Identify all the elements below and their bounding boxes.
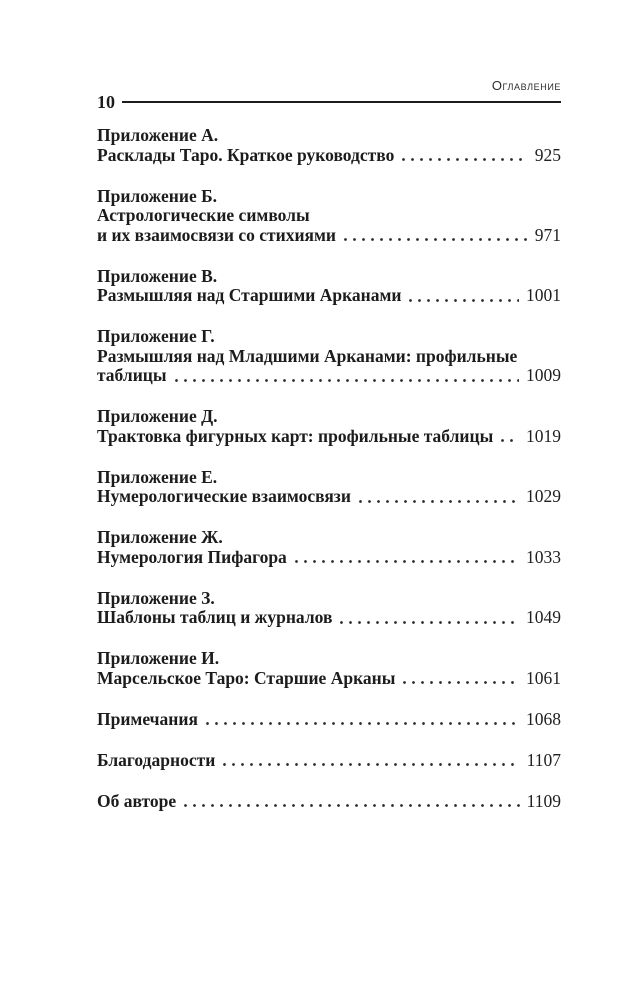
toc-entry-page-number: 1068	[526, 708, 561, 729]
toc-entry-heading: Приложение Е.	[97, 466, 218, 487]
dot-leader	[344, 238, 528, 241]
toc-entry-title-line	[97, 366, 561, 386]
toc-entry-page-number: 1107	[526, 749, 561, 770]
dot-leader	[340, 621, 519, 624]
toc-entry-title-line: Астрологические символы	[97, 205, 310, 225]
toc-entry-title-line	[97, 286, 561, 306]
toc-entry-heading: Приложение В.	[97, 265, 218, 286]
toc-entry	[97, 126, 561, 165]
toc-entry-page-number: 1033	[526, 546, 561, 567]
toc-entry	[97, 751, 561, 771]
toc-entry-heading: Приложение Б.	[97, 185, 218, 206]
toc-entry	[97, 710, 561, 730]
toc-entry-title: Марсельское Таро: Старшие Арканы	[97, 667, 396, 688]
toc-entry-title-line	[97, 226, 561, 246]
toc-entry-title-line	[97, 548, 561, 568]
toc-entries	[97, 126, 561, 811]
dot-leader	[223, 763, 519, 766]
toc-entry	[97, 187, 561, 246]
toc-entry	[97, 589, 561, 628]
dot-leader	[501, 439, 519, 442]
toc-entry	[97, 528, 561, 567]
toc-entry-page-number: 1019	[526, 425, 561, 446]
toc-entry-title-line	[97, 669, 561, 689]
header-rule	[122, 101, 561, 103]
toc-entry-title: Размышляя над Старшими Арканами	[97, 285, 402, 305]
toc-entry-title: Благодарности	[97, 749, 216, 770]
dot-leader	[184, 804, 520, 807]
toc-entry-page-number: 971	[534, 224, 561, 245]
toc-entry-title-line	[97, 146, 561, 166]
toc-entry-heading: Приложение А.	[97, 125, 219, 145]
toc-entry-heading: Приложение И.	[97, 648, 220, 668]
dot-leader	[403, 681, 519, 684]
page-number: 10	[97, 92, 115, 112]
toc-entry	[97, 327, 561, 386]
toc-entry-title: Шаблоны таблиц и журналов	[97, 607, 333, 627]
toc-entry-page-number: 925	[534, 144, 561, 165]
toc-entry-title: Расклады Таро. Краткое руководство	[97, 144, 395, 165]
dot-leader	[359, 500, 519, 503]
toc-entry-title-line	[97, 710, 561, 730]
toc-entry	[97, 649, 561, 688]
dot-leader	[206, 722, 519, 725]
toc-entry-title-line: Размышляя над Младшими Арканами: профильные	[97, 345, 518, 366]
toc-entry-title: Об авторе	[97, 790, 177, 811]
folio-row	[97, 93, 561, 111]
toc-entry-title: Трактовка фигурных карт: профильные таблицы	[97, 425, 494, 446]
running-head: Оглавление	[491, 78, 561, 93]
toc-entry-title: Примечания	[97, 708, 198, 729]
toc-entry-page-number: 1029	[526, 486, 561, 506]
toc-entry-page-number: 1061	[526, 667, 561, 688]
toc-entry-page-number: 1009	[526, 365, 561, 385]
toc-entry	[97, 792, 561, 812]
toc-entry-title: таблицы	[97, 365, 167, 385]
toc-entry-title-line	[97, 608, 561, 628]
dot-leader	[175, 379, 519, 382]
toc-entry-title-line	[97, 792, 561, 812]
toc-entry	[97, 468, 561, 507]
toc-entry	[97, 267, 561, 306]
toc-entry-page-number: 1109	[526, 790, 561, 811]
toc-entry-heading: Приложение Г.	[97, 326, 215, 346]
toc-entry-title-line	[97, 751, 561, 771]
toc-entry-title: и их взаимосвязи со стихиями	[97, 224, 337, 245]
dot-leader	[295, 560, 519, 563]
toc-entry-heading: Приложение Д.	[97, 406, 218, 426]
toc-entry-heading: Приложение Ж.	[97, 527, 223, 547]
toc-entry-page-number: 1049	[526, 607, 561, 627]
toc-entry-title: Нумерология Пифагора	[97, 546, 287, 567]
toc-entry-title: Нумерологические взаимосвязи	[97, 486, 351, 506]
toc-entry-title-line	[97, 487, 561, 507]
dot-leader	[409, 299, 519, 302]
dot-leader	[402, 158, 527, 161]
page-header	[97, 79, 561, 111]
toc-entry	[97, 407, 561, 446]
toc-entry-title-line	[97, 427, 561, 447]
toc-entry-heading: Приложение З.	[97, 587, 215, 608]
toc-entry-page-number: 1001	[526, 285, 561, 305]
